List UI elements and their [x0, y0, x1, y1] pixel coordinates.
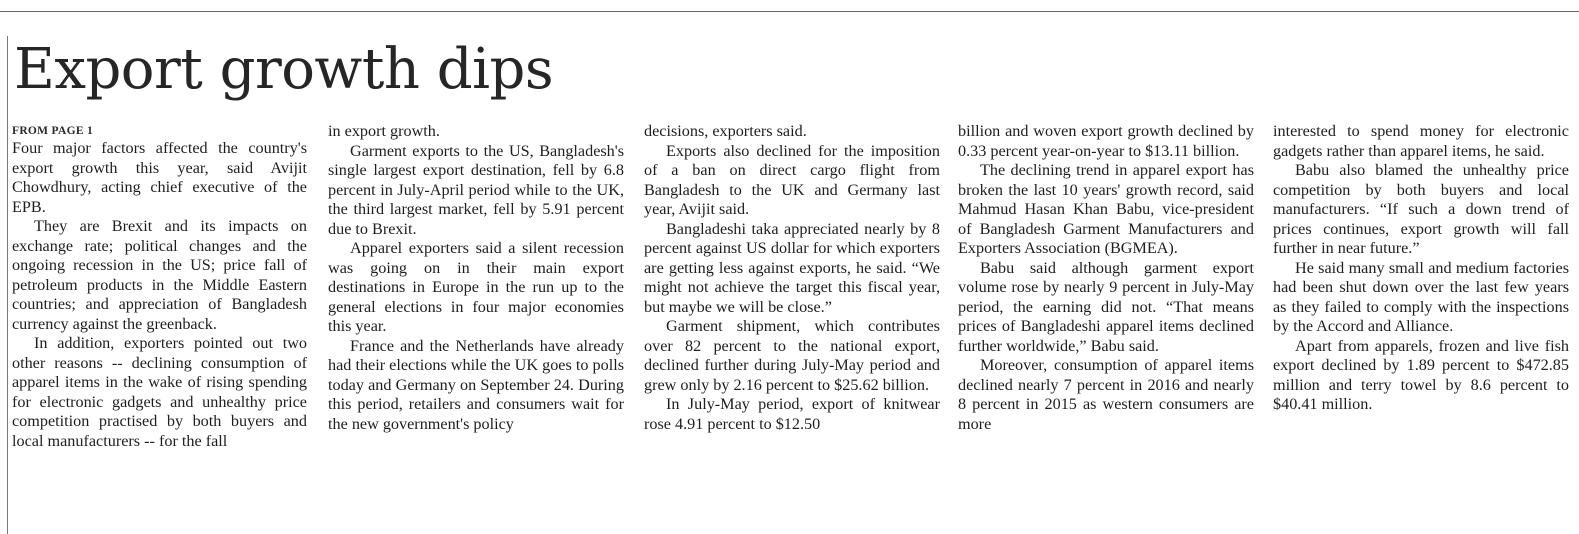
left-column-rule	[7, 36, 8, 534]
paragraph: Bangladeshi taka appreciated nearly by 8 percent against US dollar for which exporters are getting less against exports, he said. “We might not achieve the target this fiscal year, but maybe we will be close.”	[644, 219, 940, 316]
paragraph: billion and woven export growth declined by 0.33 percent year-on-year to $13.11 billion.	[958, 122, 1254, 160]
top-rule	[0, 11, 1579, 12]
paragraph: In addition, exporters pointed out two other reasons -- declining consumption of apparel items in the wake of rising spending for electronic gadgets and unhealthy price competition practised by both buyers and local manufacturers -- for the fall	[12, 334, 307, 450]
paragraph: Exports also declined for the imposition of a ban on direct cargo flight from Bangladesh to the UK and Germany last year, Avijit said.	[644, 141, 940, 218]
paragraph: Apparel exporters said a silent recession was going on in their main export destinations in Europe in the run up to the general elections in four major economies this year.	[328, 239, 624, 335]
paragraph: Babu also blamed the unhealthy price competition by both buyers and local manufacturers. “If such a down trend of prices continues, export growth will fall further in near future.”	[1273, 161, 1569, 257]
paragraph: interested to spend money for electronic gadgets rather than apparel items, he said.	[1273, 122, 1569, 160]
paragraph: Garment exports to the US, Bangladesh's single largest export destination, fell by 6.8 percent in July-April period while to the UK, the third largest market, fell by 5.91 percent due to Brexit.	[328, 141, 624, 238]
article-column-1	[12, 122, 307, 534]
paragraph: He said many small and medium factories had been shut down over the last few years as they failed to comply with the inspections by the Accord and Alliance.	[1273, 258, 1569, 335]
article-column-3	[644, 122, 940, 534]
paragraph: Moreover, consumption of apparel items declined nearly 7 percent in 2016 and nearly 8 percent in 2015 as western consumers are more	[958, 356, 1254, 433]
paragraph: The declining trend in apparel export has broken the last 10 years' growth record, said Mahmud Hasan Khan Babu, vice-president of Bangladesh Garment Manufacturers and Exporters Association (BGMEA).	[958, 161, 1254, 257]
paragraph: They are Brexit and its impacts on exchange rate; political changes and the ongoing recession in the US; price fall of petroleum products in the Middle Eastern countries; and appreciation of Bangladesh currency against the greenback.	[12, 217, 307, 333]
article-column-5	[1273, 122, 1569, 534]
article-column-4	[958, 122, 1254, 534]
paragraph: Babu said although garment export volume rose by nearly 9 percent in July-May period, the earning did not. “That means prices of Bangladeshi apparel items declined further worldwide,” Babu said.	[958, 258, 1254, 355]
article-column-2	[328, 122, 624, 534]
paragraph: Apart from apparels, frozen and live fish export declined by 1.89 percent to $472.85 million and terry towel by 8.6 percent to $40.41 million.	[1273, 336, 1569, 413]
paragraph: in export growth.	[328, 122, 440, 140]
headline: Export growth dips	[14, 37, 554, 102]
jump-line: FROM PAGE 1	[12, 125, 94, 137]
paragraph: In July-May period, export of knitwear rose 4.91 percent to $12.50	[644, 395, 940, 433]
paragraph: France and the Netherlands have already had their elections while the UK goes to polls today and Germany on September 24. During this period, retailers and consumers wait for the new government's policy	[328, 336, 624, 433]
paragraph: Four major factors affected the country's export growth this year, said Avijit Chowdhury, acting chief executive of the EPB.	[12, 139, 307, 216]
paragraph: Garment shipment, which contributes over 82 percent to the national export, declined further during July-May period and grew only by 2.16 percent to $25.62 billion.	[644, 317, 940, 394]
paragraph: decisions, exporters said.	[644, 122, 807, 140]
